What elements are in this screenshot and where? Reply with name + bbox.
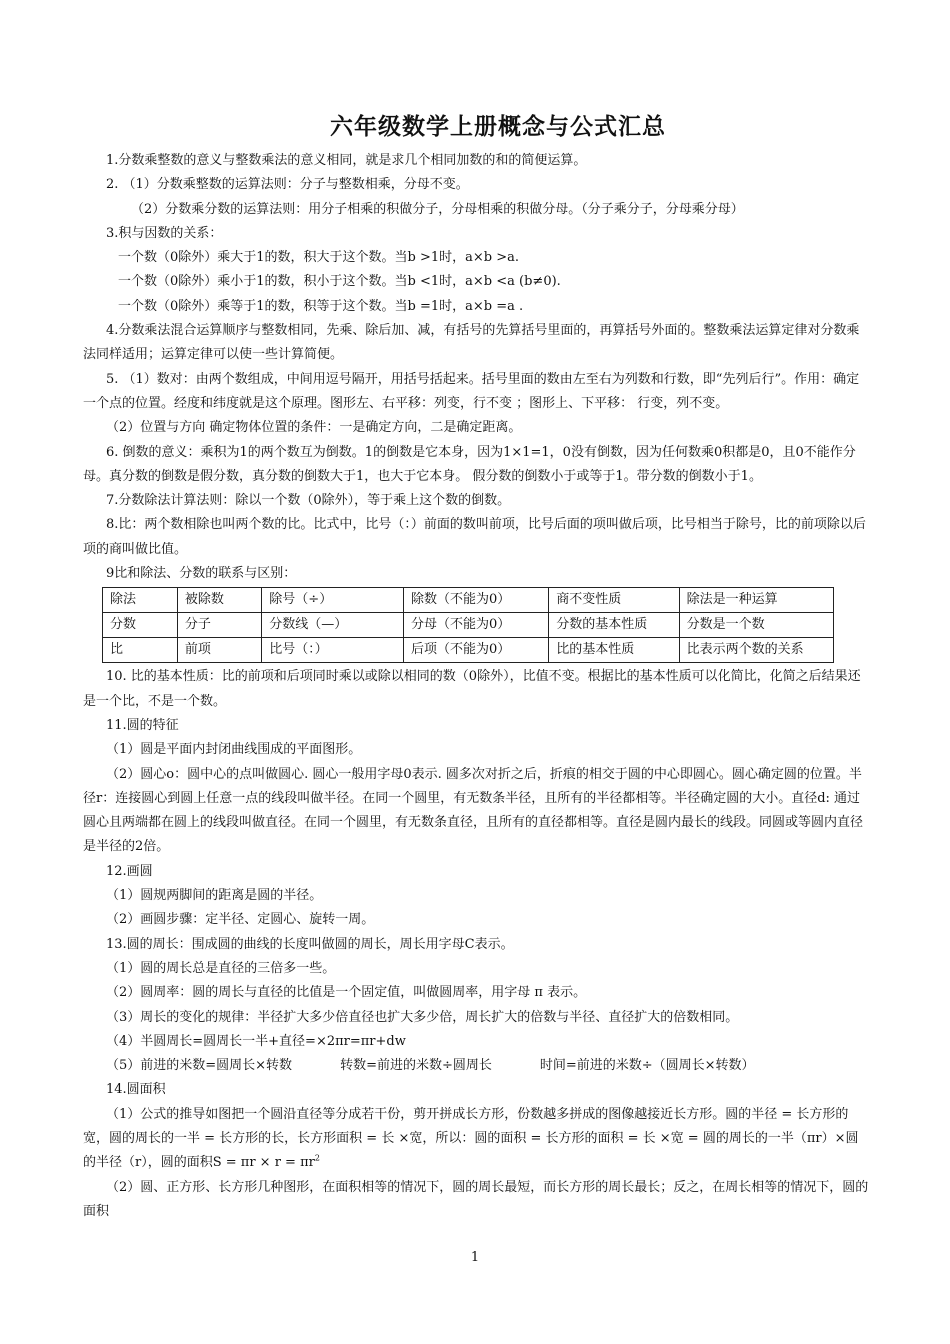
paragraph-3c: 一个数（0除外）乘等于1的数，积等于这个数。当b =1时，a×b =a .	[118, 298, 524, 314]
paragraph-13c: （3）周长的变化的规律：半径扩大多少倍直径也扩大多少倍，周长扩大的倍数与半径、直径扩大的倍数相同。	[106, 1009, 739, 1025]
table-cell: 分母（不能为0）	[404, 613, 549, 638]
table-row	[103, 613, 834, 638]
paragraph-2a: 2. （1）分数乘整数的运算法则：分子与整数相乘，分母不变。	[106, 177, 469, 193]
paragraph-3a: 一个数（0除外）乘大于1的数，积大于这个数。当b >1时，a×b >a.	[118, 250, 520, 266]
paragraph-4: 4.分数乘法混合运算顺序与整数相同，先乘、除后加、减，有括号的先算括号里面的，再算括号外面的。整数乘法运算定律对分数乘法同样适用；运算定律可以使一些计算简便。	[83, 323, 860, 363]
paragraph-5b: （2）位置与方向 确定物体位置的条件：一是确定方向，二是确定距离。	[106, 420, 522, 436]
paragraph-14: 14.圆面积	[106, 1082, 166, 1098]
paragraph-12b: （2）画圆步骤：定半径、定圆心、旋转一周。	[106, 912, 375, 928]
table-cell: 分数线（—）	[262, 613, 404, 638]
paragraph-14a	[83, 1103, 869, 1176]
paragraph-14b: （2）圆、正方形、长方形几种图形，在面积相等的情况下，圆的周长最短，而长方形的周长最长；反之，在周长相等的情况下，圆的面积	[83, 1179, 869, 1219]
exponent-superscript: 2	[314, 1153, 320, 1163]
table-cell: 除号（÷）	[262, 588, 404, 613]
document-body	[83, 149, 869, 1224]
table-cell: 比的基本性质	[549, 638, 679, 663]
formula-time: 时间=前进的米数÷（圆周长×转数）	[539, 1058, 755, 1074]
table-cell: 分数是一个数	[679, 613, 833, 638]
paragraph-11b: （2）圆心o：圆中心的点叫做圆心. 圆心一般用字母0表示. 圆多次对折之后，折痕的相交于圆的中心即圆心。圆心确定圆的位置。半径r：连接圆心到圆上任意一点的线段叫做半径。在同一个圆里，有无数条半径，且所有的半径都相等。半径确定圆的大小。直径d: 通过圆心且两端都在圆上的线段叫做直径。在同一个圆里，有无数条直径，且所有的直径都相等。直径是圆内最长的线段。同圆或等圆内直径是半径的2倍。	[83, 766, 864, 855]
area-derivation-text: （1）公式的推导如图把一个圆沿直径等分成若干份，剪开拼成长方形，份数越多拼成的图像越接近长方形。圆的半径 = 长方形的宽，圆的周长的一半 = 长方形的长，长方形面积 = 长 ×宽，所以：圆的面积 = 长方形的面积 = 长 ×宽 = 圆的周长的一半（πr）×圆的半径（r），圆的面积S = πr × r = πr	[83, 1106, 859, 1171]
table-cell: 分数的基本性质	[549, 613, 679, 638]
paragraph-1: 1.分数乘整数的意义与整数乘法的意义相同，就是求几个相同加数的和的简便运算。	[106, 153, 587, 168]
table-cell: 除法是一种运算	[679, 588, 833, 613]
table-cell: 分数	[103, 613, 178, 638]
paragraph-9: 9比和除法、分数的联系与区别：	[106, 566, 297, 582]
table-cell: 商不变性质	[549, 588, 679, 613]
paragraph-13: 13.圆的周长：围成圆的曲线的长度叫做圆的周长，周长用字母C表示。	[106, 936, 514, 952]
table-cell: 后项（不能为0）	[404, 638, 549, 663]
paragraph-11: 11.圆的特征	[106, 717, 179, 733]
paragraph-5a: 5. （1）数对：由两个数组成，中间用逗号隔开，用括号括起来。括号里面的数由左至右为列数和行数，即“先列后行”。作用：确定一个点的位置。经度和纬度就是这个原理。图形左、右平移：列变，行不变 ；图形上、下平移： 行变，列不变。	[83, 371, 860, 411]
formula-turns: 转数=前进的米数÷圆周长	[340, 1058, 492, 1074]
comparison-table	[102, 587, 834, 663]
table-row	[103, 588, 834, 613]
paragraph-3b: 一个数（0除外）乘小于1的数，积小于这个数。当b <1时，a×b <a (b≠0).	[118, 274, 561, 290]
table-cell: 比	[103, 638, 178, 663]
paragraph-6: 6. 倒数的意义：乘积为1的两个数互为倒数。1的倒数是它本身，因为1×1=1，0没有倒数，因为任何数乘0积都是0，且0不能作分母。真分数的倒数是假分数，真分数的倒数大于1，也大于它本身。 假分数的倒数小于或等于1。带分数的倒数小于1。	[83, 444, 856, 484]
table-row	[103, 638, 834, 663]
table-cell: 除数（不能为0）	[404, 588, 549, 613]
paragraph-13d: （4）半圆周长=圆周长一半+直径=×2πr=πr+dw	[106, 1033, 406, 1049]
paragraph-3: 3.积与因数的关系：	[106, 225, 223, 241]
paragraph-13b: （2）圆周率：圆的周长与直径的比值是一个固定值，叫做圆周率，用字母 π 表示。	[106, 985, 587, 1001]
table-cell: 被除数	[177, 588, 261, 613]
paragraph-13e	[83, 1054, 869, 1078]
table-cell: 除法	[103, 588, 178, 613]
paragraph-7: 7.分数除法计算法则：除以一个数（0除外），等于乘上这个数的倒数。	[106, 493, 511, 509]
paragraph-12a: （1）圆规两脚间的距离是圆的半径。	[106, 888, 323, 904]
paragraph-8: 8.比：两个数相除也叫两个数的比。比式中，比号（：）前面的数叫前项，比号后面的项叫做后项，比号相当于除号，比的前项除以后项的商叫做比值。	[83, 517, 866, 557]
paragraph-2b: （2）分数乘分数的运算法则：用分子相乘的积做分子，分母相乘的积做分母。（分子乘分子，分母乘分母）	[131, 201, 744, 217]
paragraph-11a: （1）圆是平面内封闭曲线围成的平面图形。	[106, 742, 362, 758]
table-cell: 比号（：）	[262, 638, 404, 663]
formula-distance: （5）前进的米数=圆周长×转数	[106, 1058, 293, 1074]
table-cell: 比表示两个数的关系	[679, 638, 833, 663]
paragraph-10: 10. 比的基本性质：比的前项和后项同时乘以或除以相同的数（0除外），比值不变。根据比的基本性质可以化简比，化简之后结果还是一个比，不是一个数。	[83, 669, 861, 709]
paragraph-13a: （1）圆的周长总是直径的三倍多一些。	[106, 960, 336, 976]
paragraph-12: 12.画圆	[106, 863, 153, 879]
table-cell: 分子	[177, 613, 261, 638]
page-title: 六年级数学上册概念与公式汇总	[330, 114, 666, 140]
page-number: 1	[470, 1250, 480, 1265]
table-cell: 前项	[177, 638, 261, 663]
